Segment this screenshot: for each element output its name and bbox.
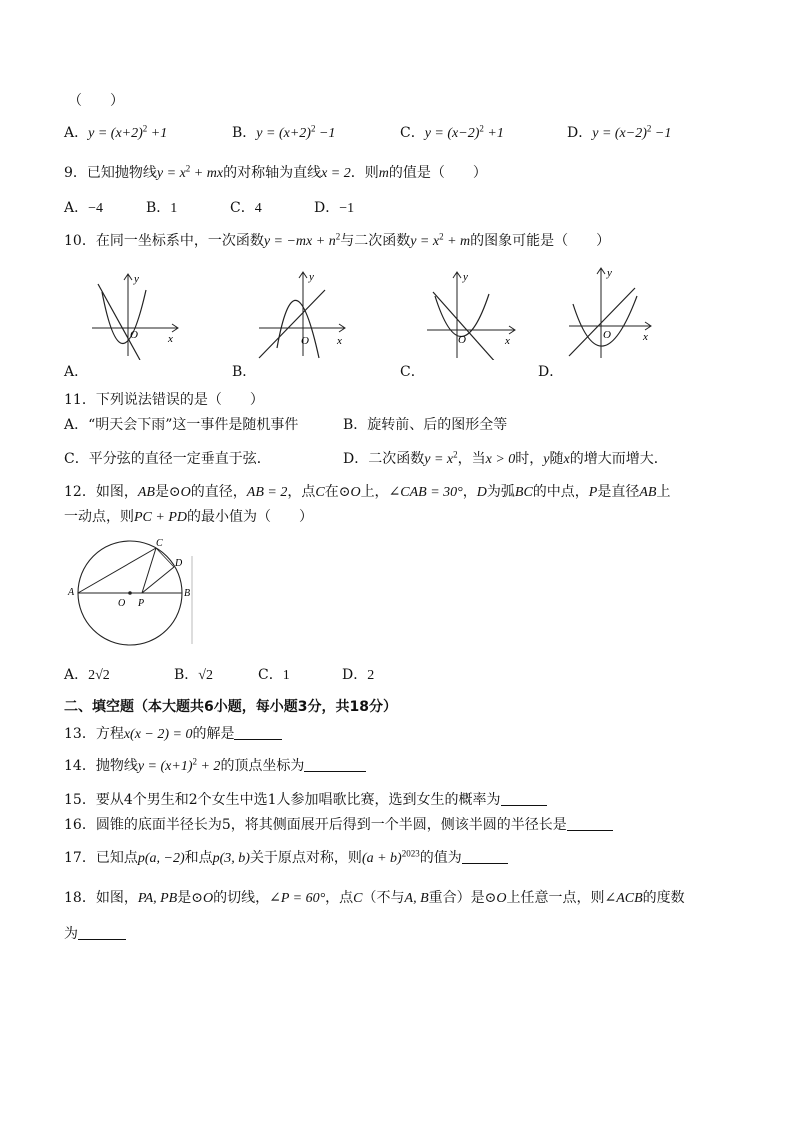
axis-y-label: y <box>607 267 612 279</box>
q9-option-b[interactable]: B．1 <box>146 200 178 216</box>
q18-line1: 18．如图，PA, PB是⊙O的切线，∠P = 60°，点C（不与A, B重合）是⊙O上任意一点，则∠ACB的度数 <box>64 890 685 906</box>
origin-label: O <box>301 335 309 347</box>
q8-paren: （ ） <box>68 93 124 109</box>
q13: 13．方程x(x − 2) = 0的解是 <box>64 725 282 744</box>
q12-option-a[interactable]: A．2√2 <box>64 667 110 683</box>
q10-text: 的图象可能是（ ） <box>470 233 611 249</box>
axis-y-label: y <box>134 273 139 285</box>
q12-option-b[interactable]: B．√2 <box>174 667 213 683</box>
q10-graph-a <box>88 270 188 360</box>
point-d-label: D <box>175 558 183 569</box>
origin-label: O <box>458 334 466 346</box>
q11-option-d[interactable]: D．二次函数$y = x^2$，当x > 0时，y随x的增大而增大． <box>343 449 668 467</box>
q8-option-a[interactable] <box>64 124 167 143</box>
q8-option-c-expr: $y = (x-2)^2 +1$ <box>424 123 504 141</box>
q14-expr: $y = (x+1)^2 + 2$ <box>137 756 221 774</box>
q18-answer-blank[interactable] <box>78 925 126 940</box>
q8-option-b[interactable] <box>232 124 335 143</box>
q10-stem <box>64 232 610 251</box>
q15: 15．要从4个男生和2个女生中选1人参加唱歌比赛，选到女生的概率为 <box>64 791 547 809</box>
q9-option-c[interactable]: C．4 <box>230 200 262 216</box>
q10-option-d[interactable]: D． <box>538 364 564 380</box>
q10-option-a[interactable]: A． <box>64 364 89 380</box>
q9-text: ．则 <box>350 165 379 181</box>
q9-stem <box>64 164 487 183</box>
q9-text: 的值是（ ） <box>388 165 487 181</box>
q9-expr2: x = 2 <box>321 166 351 181</box>
q10-text: 与二次函数 <box>340 233 411 249</box>
q17: 17．已知点p(a, −2)和点p(3, b)关于原点对称，则$(a + b)^{2023}$的值为 <box>64 849 508 868</box>
q8-option-b-label: B． <box>232 125 257 141</box>
q12-option-c[interactable]: C．1 <box>258 667 290 683</box>
q12-stem-line2: 一动点，则PC + PD的最小值为（ ） <box>64 509 313 525</box>
q10-option-b[interactable]: B． <box>232 364 257 380</box>
q16: 16．圆锥的底面半径长为5，将其侧面展开后得到一个半圆，侧该半圆的半径长是 <box>64 816 613 834</box>
q11-option-a[interactable]: A．“明天会下雨”这一事件是随机事件 <box>64 417 299 433</box>
q9-var-m: m <box>378 166 389 181</box>
q17-answer-blank[interactable] <box>462 849 508 864</box>
axis-x-label: x <box>168 333 173 345</box>
point-o-label: O <box>118 598 126 609</box>
axis-x-label: x <box>643 331 648 343</box>
q9-text: 已知抛物线 <box>86 165 157 181</box>
q8-option-c-label: C． <box>400 125 425 141</box>
q10-graph-b <box>255 268 355 360</box>
q10-option-c[interactable]: C． <box>400 364 425 380</box>
q12-stem-line1: 12．如图，AB是⊙O的直径，AB = 2，点C在⊙O上，∠CAB = 30°，D为弧BC的中点，P是直径AB上 <box>64 484 671 500</box>
q14: 14．抛物线$y = (x+1)^2 + 2$的顶点坐标为 <box>64 757 366 776</box>
q9-option-d[interactable]: D．−1 <box>314 200 355 216</box>
q10-number: 10． <box>64 233 96 249</box>
q8-option-a-label: A． <box>64 125 89 141</box>
axis-y-label: y <box>463 271 468 283</box>
q9-text: 的对称轴为直线 <box>223 165 322 181</box>
origin-label: O <box>603 329 611 341</box>
q10-expr1: $y = -mx + n^2$ <box>263 231 341 249</box>
q12-circle-figure <box>64 536 198 648</box>
q9-expr1: $y = x^2$ + mx <box>156 163 224 181</box>
q10-graph-c <box>425 268 525 360</box>
q12-option-d[interactable]: D．2 <box>342 667 375 683</box>
q8-option-c[interactable] <box>400 124 504 143</box>
axis-y-label: y <box>309 271 314 283</box>
q10-text: 在同一坐标系中，一次函数 <box>95 233 264 249</box>
point-a-label: A <box>68 587 75 598</box>
q8-option-a-expr: $y = (x+2)^2 +1$ <box>88 123 168 141</box>
axis-x-label: x <box>505 335 510 347</box>
q9-option-a[interactable]: A．−4 <box>64 200 104 216</box>
q8-option-d-label: D． <box>567 125 593 141</box>
q15-answer-blank[interactable] <box>501 791 547 806</box>
axis-x-label: x <box>337 335 342 347</box>
q8-option-d[interactable] <box>567 124 671 143</box>
q16-answer-blank[interactable] <box>567 816 613 831</box>
point-b-label: B <box>184 588 191 599</box>
q14-answer-blank[interactable] <box>304 757 366 772</box>
q11-option-c[interactable]: C．平分弦的直径一定垂直于弦． <box>64 451 271 467</box>
q13-answer-blank[interactable] <box>234 725 282 740</box>
point-p-label: P <box>138 598 145 609</box>
q8-option-d-expr: $y = (x-2)^2 -1$ <box>592 123 672 141</box>
q11-stem: 11．下列说法错误的是（ ） <box>64 392 264 408</box>
q10-graph-d <box>565 264 665 360</box>
q9-number: 9． <box>64 165 87 181</box>
q8-option-b-expr: $y = (x+2)^2 -1$ <box>256 123 336 141</box>
q10-expr2: $y = x^2 + m$ <box>410 231 471 249</box>
point-c-label: C <box>156 538 163 549</box>
q18-line2: 为 <box>64 925 126 943</box>
q11-optd-expr: $y = x^2$ <box>424 449 458 467</box>
section-2-title: 二、填空题（本大题共6小题，每小题3分，共18分） <box>64 699 397 715</box>
q11-option-b[interactable]: B．旋转前、后的图形全等 <box>343 417 508 433</box>
origin-label: O <box>130 329 138 341</box>
